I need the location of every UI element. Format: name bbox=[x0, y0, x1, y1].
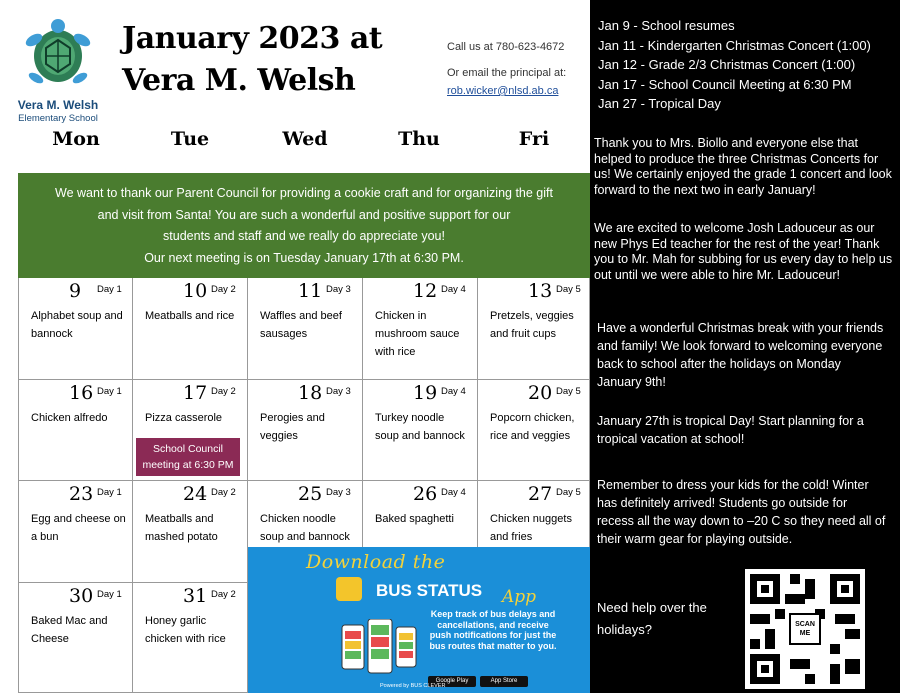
date-item: Jan 27 - Tropical Day bbox=[598, 96, 721, 111]
calendar-day-rotation: Day 4 bbox=[441, 386, 466, 397]
logo-school-subtitle: Elementary School bbox=[18, 113, 98, 124]
cold-weather-paragraph: Remember to dress your kids for the cold! Winter has definitely arrived! Students go outside for recess all the way down to –20 C so they need all of their warm gear for playing outside. bbox=[597, 478, 886, 546]
banner-line-3: students and staff and we really do appreciate you! bbox=[163, 229, 445, 243]
calendar-lunch-item: Alphabet soup and bannock bbox=[31, 310, 123, 340]
help-question: Need help over the holidays? bbox=[597, 600, 707, 637]
bus-ad-app-word: App bbox=[502, 587, 537, 607]
calendar-lunch-item: Chicken noodle soup and bannock bbox=[260, 513, 350, 543]
logo-school-name: Vera M. Welsh bbox=[17, 98, 99, 112]
page-title bbox=[122, 18, 422, 102]
date-item: Jan 17 - School Council Meeting at 6:30 PM bbox=[598, 76, 852, 92]
calendar-day-cell bbox=[478, 380, 590, 481]
banner-line-4: Our next meeting is on Tuesday January 17th at 6:30 PM. bbox=[144, 250, 464, 265]
contact-email-prompt: Or email the principal at: bbox=[447, 67, 567, 79]
calendar-day-rotation: Day 2 bbox=[211, 589, 236, 600]
calendar-day-cell bbox=[133, 380, 248, 481]
calendar-date-number: 23 bbox=[69, 483, 94, 505]
bus-ad-app-name: BUS STATUS bbox=[376, 581, 483, 600]
weekday-header-wed: Wed bbox=[282, 128, 328, 150]
bus-ad-description: Keep track of bus delays and cancellations, and receive push notifications for just the bus routes that matter to you. bbox=[429, 609, 557, 651]
calendar-day-rotation: Day 3 bbox=[326, 487, 351, 498]
calendar-day-rotation: Day 2 bbox=[211, 487, 236, 498]
calendar-day-cell bbox=[133, 583, 248, 693]
weekday-header-tue: Tue bbox=[170, 128, 210, 150]
calendar-day-cell bbox=[18, 481, 133, 583]
calendar-lunch-item: Honey garlic chicken with rice bbox=[145, 615, 226, 645]
calendar-day-cell bbox=[363, 278, 478, 380]
date-item: Jan 11 - Kindergarten Christmas Concert (1:00) bbox=[598, 37, 871, 53]
calendar-lunch-item: Chicken in mushroom sauce with rice bbox=[375, 310, 460, 358]
calendar-lunch-item: Baked Mac and Cheese bbox=[31, 615, 108, 645]
turtle-icon bbox=[24, 18, 92, 96]
school-logo bbox=[8, 18, 108, 130]
calendar-date-number: 9 bbox=[69, 280, 82, 302]
calendar-date-number: 24 bbox=[183, 483, 208, 505]
calendar-lunch-item: Waffles and beef sausages bbox=[260, 310, 342, 340]
qr-code[interactable] bbox=[745, 569, 865, 689]
calendar-date-number: 30 bbox=[69, 585, 94, 607]
date-item: Jan 12 - Grade 2/3 Christmas Concert (1:00) bbox=[598, 57, 856, 72]
calendar-date-number: 27 bbox=[528, 483, 553, 505]
google-play-badge[interactable]: Google Play bbox=[428, 676, 476, 687]
calendar-day-cell bbox=[133, 278, 248, 380]
calendar-day-rotation: Day 4 bbox=[441, 284, 466, 295]
banner-line-2: and visit from Santa! You are such a wonderful and positive support for our bbox=[97, 207, 511, 222]
calendar-day-rotation: Day 5 bbox=[556, 284, 581, 295]
banner-line-1: We want to thank our Parent Council for providing a cookie craft and for organizing the gift bbox=[55, 186, 553, 200]
calendar-lunch-item: Popcorn chicken, rice and veggies bbox=[490, 412, 575, 442]
weekday-header-mon: Mon bbox=[52, 128, 100, 150]
app-store-badge[interactable]: App Store bbox=[480, 676, 528, 687]
date-item: Jan 9 - School resumes bbox=[598, 18, 735, 33]
contact-info bbox=[447, 40, 566, 98]
calendar-day-cell bbox=[478, 278, 590, 380]
calendar-day-rotation: Day 1 bbox=[97, 284, 122, 295]
christmas-break-paragraph: Have a wonderful Christmas break with your friends and family! We look forward to welcoming everyone back to school after the holidays on Monday January 9th! bbox=[597, 321, 884, 389]
calendar-date-number: 13 bbox=[528, 280, 553, 302]
tropical-day-paragraph: January 27th is tropical Day! Start planning for a tropical vacation at school! bbox=[597, 414, 864, 446]
bus-ad-download-text: Download the bbox=[306, 551, 446, 573]
calendar-date-number: 26 bbox=[413, 483, 438, 505]
calendar-date-number: 12 bbox=[413, 280, 438, 302]
calendar-lunch-item: Pretzels, veggies and fruit cups bbox=[490, 310, 574, 340]
important-dates-list bbox=[598, 16, 871, 114]
calendar-date-number: 20 bbox=[528, 382, 553, 404]
phones-icon bbox=[340, 619, 420, 679]
parent-council-banner bbox=[18, 173, 590, 278]
calendar-lunch-item: Chicken nuggets and fries bbox=[490, 513, 572, 543]
calendar-date-number: 10 bbox=[183, 280, 208, 302]
calendar-day-rotation: Day 5 bbox=[556, 386, 581, 397]
calendar-date-number: 17 bbox=[183, 382, 208, 404]
bus-status-ad[interactable] bbox=[248, 547, 590, 693]
calendar-day-rotation: Day 2 bbox=[211, 386, 236, 397]
calendar-date-number: 19 bbox=[413, 382, 438, 404]
calendar-day-cell bbox=[248, 380, 363, 481]
calendar-date-number: 25 bbox=[298, 483, 323, 505]
weekday-header-fri: Fri bbox=[518, 128, 550, 150]
new-teacher-paragraph: We are excited to welcome Josh Ladouceur as our new Phys Ed teacher for the rest of the year! Thank you to Mr. Mah for subbing for us every day to help us out until we were able to hire Mr. Ladouceur! bbox=[594, 221, 893, 282]
calendar-lunch-item: Meatballs and rice bbox=[145, 310, 235, 322]
title-line-1: January 2023 at bbox=[122, 21, 383, 56]
calendar-date-number: 16 bbox=[69, 382, 94, 404]
calendar-lunch-item: Perogies and veggies bbox=[260, 412, 325, 442]
calendar-lunch-item: Meatballs and mashed potato bbox=[145, 513, 218, 543]
calendar-lunch-item: Turkey noodle soup and bannock bbox=[375, 412, 465, 442]
calendar-day-rotation: Day 5 bbox=[556, 487, 581, 498]
school-council-event-badge: School Council meeting at 6:30 PM bbox=[136, 438, 240, 476]
calendar-day-rotation: Day 4 bbox=[441, 487, 466, 498]
calendar-day-rotation: Day 2 bbox=[211, 284, 236, 295]
qr-scan-me-label: SCAN ME bbox=[789, 613, 821, 645]
principal-email-link[interactable]: rob.wicker@nlsd.ab.ca bbox=[447, 85, 559, 97]
weekday-header-thu: Thu bbox=[398, 128, 440, 150]
calendar-lunch-item: Egg and cheese on a bun bbox=[31, 513, 126, 543]
bus-ad-powered-by: Powered by BUS CLEVER bbox=[380, 683, 446, 689]
calendar-date-number: 18 bbox=[298, 382, 323, 404]
calendar-date-number: 11 bbox=[298, 280, 323, 302]
contact-phone: Call us at 780-623-4672 bbox=[447, 41, 565, 53]
calendar-lunch-item: Pizza casserole bbox=[145, 412, 223, 424]
concert-thanks-paragraph: Thank you to Mrs. Biollo and everyone else that helped to produce the three Christmas Concerts for us! We certainly enjoyed the grade 1 concert and look forward to the next two in early January! bbox=[594, 136, 892, 197]
calendar-day-rotation: Day 1 bbox=[97, 386, 122, 397]
calendar-day-cell bbox=[363, 380, 478, 481]
calendar-lunch-item: Chicken alfredo bbox=[31, 412, 108, 424]
calendar-lunch-item: Baked spaghetti bbox=[375, 513, 454, 525]
calendar-day-cell bbox=[18, 583, 133, 693]
calendar-day-cell bbox=[18, 380, 133, 481]
calendar-day-cell bbox=[248, 278, 363, 380]
calendar-date-number: 31 bbox=[183, 585, 208, 607]
calendar-day-cell bbox=[133, 481, 248, 583]
calendar-day-rotation: Day 3 bbox=[326, 386, 351, 397]
title-line-2: Vera M. Welsh bbox=[122, 63, 356, 98]
calendar-day-rotation: Day 1 bbox=[97, 487, 122, 498]
calendar-day-cell bbox=[18, 278, 133, 380]
calendar-day-rotation: Day 1 bbox=[97, 589, 122, 600]
calendar-day-rotation: Day 3 bbox=[326, 284, 351, 295]
bus-icon bbox=[336, 577, 362, 601]
